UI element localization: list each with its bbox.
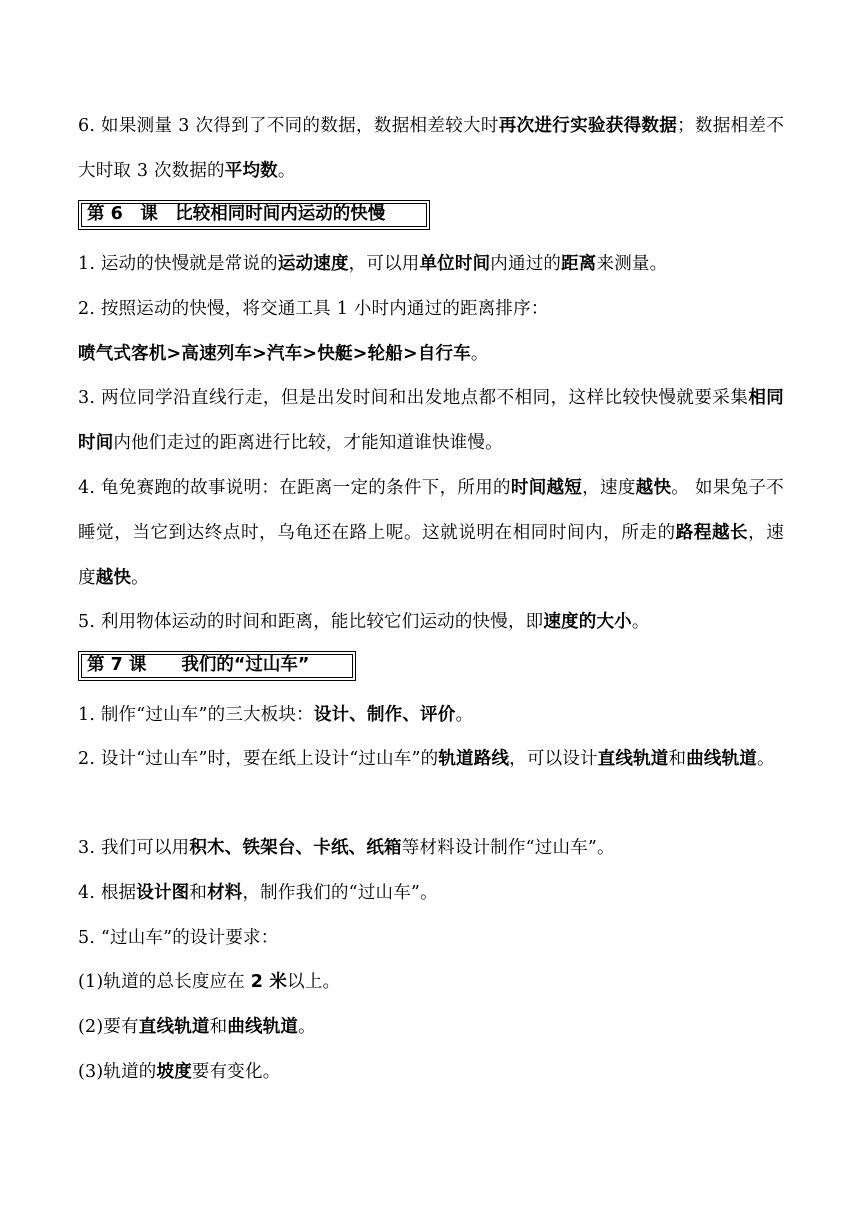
lesson-6-item-2: 2. 按照运动的快慢，将交通工具 1 小时内通过的距离排序：	[78, 299, 549, 319]
lesson-7-item-5: 5. “过山车”的设计要求：	[78, 928, 279, 948]
lesson-7-item-1: 1. 制作“过山车”的三大板块：设计、制作、评价。	[78, 705, 474, 725]
lesson-7-heading: 第 7 课 我们的“过山车”	[78, 651, 356, 681]
requirement-3: (3)轨道的坡度要有变化。	[78, 1062, 281, 1082]
lesson-7-item-4: 4. 根据设计图和材料，制作我们的“过山车”。	[78, 883, 438, 903]
lesson-6-heading: 第 6 课 比较相同时间内运动的快慢	[78, 200, 430, 230]
requirement-2: (2)要有直线轨道和曲线轨道。	[78, 1017, 316, 1037]
lesson-7-item-2: 2. 设计“过山车”时，要在纸上设计“过山车”的轨道路线，可以设计直线轨道和曲线轨道。	[78, 749, 775, 769]
paragraph-6-averaging: 6. 如果测量 3 次得到了不同的数据，数据相差较大时再次进行实验获得数据；数据相差不大时取 3 次数据的平均数。	[78, 116, 785, 181]
requirement-1: (1)轨道的总长度应在 2 米以上。	[78, 972, 341, 992]
lesson-6-vehicle-ranking: 喷气式客机>高速列车>汽车>快艇>轮船>自行车。	[78, 344, 489, 364]
lesson-7-item-3: 3. 我们可以用积木、铁架台、卡纸、纸箱等材料设计制作“过山车”。	[78, 838, 615, 858]
lesson-6-item-5: 5. 利用物体运动的时间和距离，能比较它们运动的快慢，即速度的大小。	[78, 612, 650, 632]
lesson-6-item-4: 4. 龟免赛跑的故事说明：在距离一定的条件下，所用的时间越短，速度越快。 如果兔子不睡觉，当它到达终点时，乌龟还在路上呢。这就说明在相同时间内，所走的路程越长，速度越快。	[78, 478, 784, 588]
lesson-6-item-1: 1. 运动的快慢就是常说的运动速度，可以用单位时间内通过的距离来测量。	[78, 254, 668, 274]
lesson-6-item-3: 3. 两位同学沿直线行走，但是出发时间和出发地点都不相同，这样比较快慢就要采集相同时间内他们走过的距离进行比较，才能知道谁快谁慢。	[78, 388, 784, 453]
